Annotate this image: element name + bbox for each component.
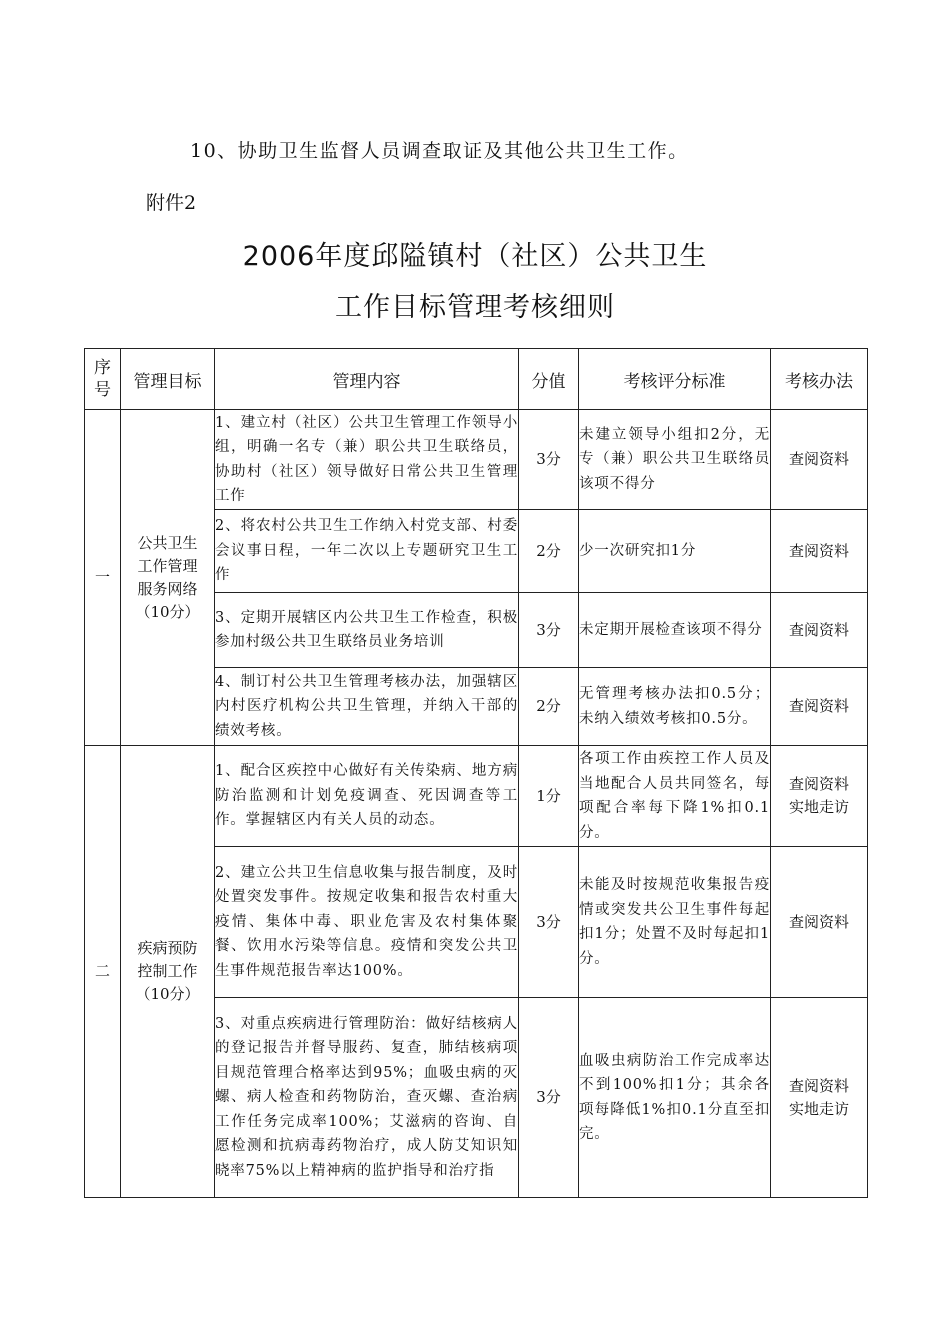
table-header-row xyxy=(85,349,868,410)
criteria-cell: 无管理考核办法扣0.5分；未纳入绩效考核扣0.5分。 xyxy=(579,668,771,746)
method-cell xyxy=(771,847,868,998)
method-line: 查阅资料 xyxy=(788,620,849,639)
header-goal: 管理目标 xyxy=(121,349,215,410)
header-criteria: 考核评分标准 xyxy=(579,349,771,410)
content-cell: 2、建立公共卫生信息收集与报告制度，及时处置突发事件。按规定收集和报告农村重大疫情、集体中毒、职业危害及农村集体聚餐、饮用水污染等信息。疫情和突发公共卫生事件规范报告率达100%。 xyxy=(215,847,519,998)
method-cell xyxy=(771,746,868,847)
score-cell: 3分 xyxy=(519,410,579,510)
score-cell: 3分 xyxy=(519,847,579,998)
criteria-cell: 各项工作由疾控工作人员及当地配合人员共同签名，每项配合率每下降1%扣0.1分。 xyxy=(579,746,771,847)
content-cell: 3、对重点疾病进行管理防治：做好结核病人的登记报告并督导服药、复查，肺结核病项目规范管理合格率达到95%；血吸虫病的灭螺、病人检查和药物防治，查灭螺、查治病工作任务完成率100%；艾滋病的咨询、自愿检测和抗病毒药物治疗，成人防艾知识知晓率75%以上精神病的监护指导和治疗指 xyxy=(215,998,519,1198)
method-cell xyxy=(771,668,868,746)
attachment-label: 附件2 xyxy=(146,192,197,214)
group-goal xyxy=(121,746,215,1198)
document-title-line1: 2006年度邱隘镇村（社区）公共卫生 xyxy=(242,241,708,272)
goal-line: （10分） xyxy=(135,985,200,1003)
group-seq: 一 xyxy=(85,410,121,746)
content-cell: 1、配合区疾控中心做好有关传染病、地方病防治监测和计划免疫调查、死因调查等工作。掌握辖区内有关人员的动态。 xyxy=(215,746,519,847)
score-cell: 1分 xyxy=(519,746,579,847)
document-title-line2: 工作目标管理考核细则 xyxy=(335,292,615,323)
criteria-cell: 血吸虫病防治工作完成率达不到100%扣1分；其余各项每降低1%扣0.1分直至扣完。 xyxy=(579,998,771,1198)
criteria-cell: 未建立领导小组扣2分，无专（兼）职公共卫生联络员该项不得分 xyxy=(579,410,771,510)
group-goal xyxy=(121,410,215,746)
method-line: 查阅资料 xyxy=(788,775,849,793)
goal-line: 服务网络 xyxy=(137,579,198,598)
method-line: 查阅资料 xyxy=(788,450,849,468)
header-seq-a: 序 xyxy=(94,358,111,378)
method-cell xyxy=(771,593,868,668)
content-cell: 3、定期开展辖区内公共卫生工作检查，积极参加村级公共卫生联络员业务培训 xyxy=(215,593,519,668)
header-content: 管理内容 xyxy=(215,349,519,410)
table-row xyxy=(85,746,868,847)
criteria-cell: 未定期开展检查该项不得分 xyxy=(579,593,771,668)
method-cell xyxy=(771,410,868,510)
score-cell: 2分 xyxy=(519,668,579,746)
content-cell: 2、将农村公共卫生工作纳入村党支部、村委会议事日程，一年二次以上专题研究卫生工作 xyxy=(215,510,519,593)
method-line: 查阅资料 xyxy=(788,912,849,931)
score-cell: 3分 xyxy=(519,998,579,1198)
method-line: 查阅资料 xyxy=(788,541,849,560)
score-cell: 3分 xyxy=(519,593,579,668)
group-seq: 二 xyxy=(85,746,121,1198)
header-score: 分值 xyxy=(519,349,579,410)
method-line: 实地走访 xyxy=(788,1099,849,1118)
goal-line: （10分） xyxy=(135,602,200,621)
header-method: 考核办法 xyxy=(771,349,868,410)
goal-line: 公共卫生 xyxy=(137,533,198,552)
assessment-table xyxy=(84,348,868,1198)
content-cell: 1、建立村（社区）公共卫生管理工作领导小组，明确一名专（兼）职公共卫生联络员，协助村（社区）领导做好日常公共卫生管理工作 xyxy=(215,410,519,510)
score-cell: 2分 xyxy=(519,510,579,593)
goal-line: 疾病预防 xyxy=(137,939,198,957)
method-line: 实地走访 xyxy=(788,798,849,816)
criteria-cell: 未能及时按规范收集报告疫情或突发共公卫生事件每起扣1分；处置不及时每起扣1分。 xyxy=(579,847,771,998)
method-cell xyxy=(771,510,868,593)
header-seq-b: 号 xyxy=(94,380,111,400)
table-row xyxy=(85,410,868,510)
intro-line: 10、协助卫生监督人员调查取证及其他公共卫生工作。 xyxy=(190,140,689,162)
method-cell xyxy=(771,998,868,1198)
method-line: 查阅资料 xyxy=(788,697,849,715)
goal-line: 工作管理 xyxy=(137,556,198,575)
criteria-cell: 少一次研究扣1分 xyxy=(579,510,771,593)
header-seq xyxy=(85,349,121,410)
goal-line: 控制工作 xyxy=(137,962,198,980)
content-cell: 4、制订村公共卫生管理考核办法，加强辖区内村医疗机构公共卫生管理，并纳入干部的绩效考核。 xyxy=(215,668,519,746)
method-line: 查阅资料 xyxy=(788,1076,849,1095)
